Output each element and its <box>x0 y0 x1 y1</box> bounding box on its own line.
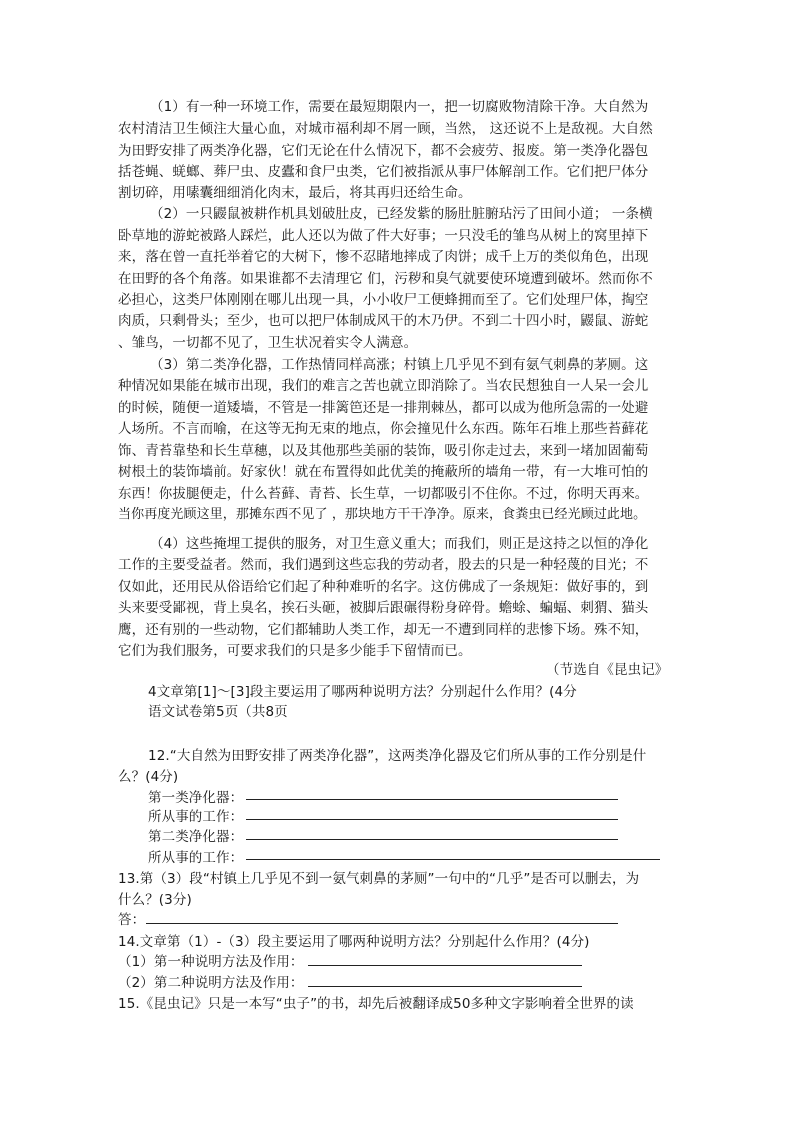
page-footer: 语文试卷第5页（共8页 <box>148 704 288 720</box>
text-line: 它们为我们服务，可要求我们的只是多少能手下留情而已。 <box>118 643 472 659</box>
text-line: 括苍蝇、蜣螂、葬尸虫、皮蠹和食尸虫类，它们被指派从事尸体解剖工作。它们把尸体分 <box>118 164 649 180</box>
answer-blank[interactable] <box>246 839 618 840</box>
text-line: 为田野安排了两类净化器，它们无论在什么情况下，都不会疲劳、报废。第一类净化器包 <box>118 143 649 159</box>
stray-question: 4文章第[1]～[3]段主要运用了哪两种说明方法？分别起什么作用？(4分 <box>148 684 577 700</box>
text-line: 工作的主要受益者。然而，我们遇到这些忘我的劳动者，股去的只是一种轻蔑的目光；不 <box>118 557 649 573</box>
text-line: （3）第二类净化器，工作热情同样高涨；村镇上几乎见不到有氨气刺鼻的茅厕。这 <box>150 357 649 373</box>
question-13: 什么？(3分) <box>118 892 192 908</box>
text-line: 农村清洁卫生倾注大量心血，对城市福利却不屑一顾，当然， 这还说不上是敌视。大自然 <box>118 121 653 137</box>
text-line: 人场所。不言而喻，在这等无拘无束的地点，你会撞见什么东西。陈年石堆上那些苔藓花 <box>118 421 649 437</box>
question-14: 14.文章第（1）-（3）段主要运用了哪两种说明方法？分别起什么作用？(4分) <box>118 934 590 950</box>
answer-label: （1）第一种说明方法及作用： <box>118 954 304 970</box>
text-line: 东西！你拔腿便走，什么苔藓、青苔、长生草，一切都吸引不住你。不过，你明天再来。 <box>118 486 649 502</box>
text-line: （1）有一种一环境工作，需要在最短期限内一，把一切腐败物清除干净。大自然为 <box>150 99 649 115</box>
text-line: 来，落在曾一直托举着它的大树下，惨不忍睹地摔成了肉饼；成千上万的类似角色，出现 <box>118 249 649 265</box>
text-line: 的时候，随便一道矮墙，不管是一排篱笆还是一排荆棘丛，都可以成为他所急需的一处避 <box>118 400 649 416</box>
question-12: 么？(4分) <box>118 769 179 785</box>
text-line: 饰、青苔靠垫和长生草穗，以及其他那些美丽的装饰，吸引你走过去，来到一堵加固葡萄 <box>118 443 649 459</box>
text-line: 鹰，还有别的一些动物，它们都辅助人类工作，却无一不遭到同样的悲惨下场。殊不知， <box>118 622 649 638</box>
question-13: 13.第（3）段“村镇上几乎见不到一氨气刺鼻的茅厕”一句中的“几乎”是否可以删去，为 <box>118 871 640 887</box>
text-line: 肉质，只剩骨头；至少，也可以把尸体制成风干的木乃伊。不到二十四小时，鼹鼠、游蛇 <box>118 313 649 329</box>
text-line: 当你再度光顾这里，那摊东西不见了 ，那块地方干干净净。原来，食粪虫已经光顾过此地。 <box>118 507 647 522</box>
text-line: 卧草地的游蛇被路人踩烂，此人还以为做了件大好事；一只没毛的雏鸟从树上的窝里掉下 <box>118 228 649 244</box>
source-note: （节选自《昆虫记》 <box>546 662 669 678</box>
answer-label: 第二类净化器： <box>148 829 244 845</box>
question-15: 15.《昆虫记》只是一本写“虫子”的书，却先后被翻译成50多种文字影响着全世界的读 <box>118 996 634 1012</box>
text-line: （4）这些掩埋工提供的服务，对卫生意义重大；而我们，则正是这持之以恒的净化 <box>150 536 649 552</box>
text-line: （2）一只鼹鼠被耕作机具划破肚皮，已经发紫的肠肚脏腑玷污了田间小道； 一条横 <box>150 206 653 222</box>
text-line: 必担心，这类尸体刚刚在哪儿出现一具，小小收尸工便蜂拥而至了。它们处理尸体，掏空 <box>118 292 649 308</box>
text-line: 、雏鸟，一切都不见了，卫生状况着实令人满意。 <box>118 335 418 351</box>
answer-blank[interactable] <box>146 923 618 924</box>
answer-label: 所从事的工作： <box>148 809 244 825</box>
answer-label: （2）第二种说明方法及作用： <box>118 975 304 991</box>
text-line: 树根土的装饰墙前。好家伙！就在布置得如此优美的掩蔽所的墙角一带，有一大堆可怕的 <box>118 464 649 480</box>
answer-blank[interactable] <box>246 819 618 820</box>
text-line: 仅如此，还用民从俗语给它们起了种种难听的名字。这仿佛成了一条规矩：做好事的，到 <box>118 579 649 595</box>
answer-label: 答： <box>118 912 146 928</box>
text-line: 在田野的各个角落。如果谁都不去清理它 们，污秽和臭气就要使环境遭到破坏。然而你不 <box>118 271 653 287</box>
answer-blank[interactable] <box>246 799 618 800</box>
question-12: 12.“大自然为田野安排了两类净化器”，这两类净化器及它们所从事的工作分别是什 <box>148 748 647 764</box>
text-line: 头来要受鄙视，背上臭名，挨石头砸，被脚后跟碾得粉身碎骨。蟾蜍、蝙蝠、刺猬、猫头 <box>118 600 649 616</box>
answer-label: 第一类净化器： <box>148 790 244 806</box>
text-line: 种情况如果能在城市出现，我们的难言之苦也就立即消除了。当农民想独自一人呆一会儿 <box>118 378 649 394</box>
answer-blank[interactable] <box>308 965 582 966</box>
text-line: 割切碎，用嗉囊细细消化肉末，最后，将其再归还给生命。 <box>118 185 472 201</box>
answer-label: 所从事的工作： <box>148 850 244 866</box>
answer-blank[interactable] <box>308 986 582 987</box>
answer-blank[interactable] <box>246 859 660 860</box>
